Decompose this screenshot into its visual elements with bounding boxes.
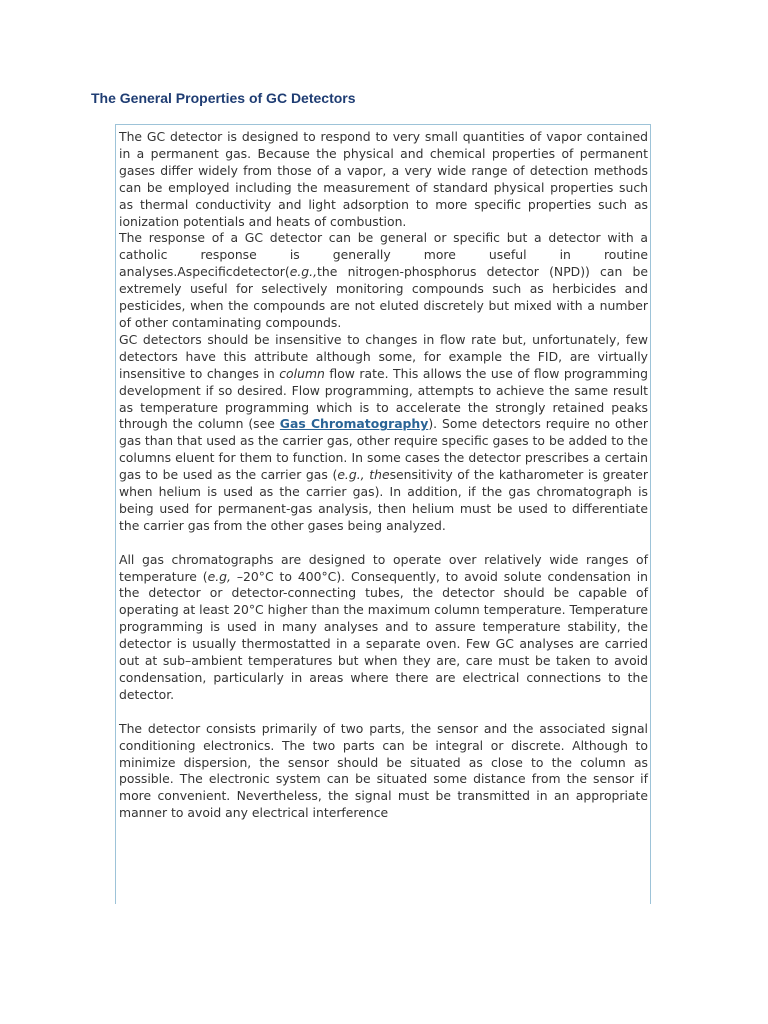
paragraph-text: The response of a GC detector can be general or specific but a detector with a catholic response is generally more useful in routine analyses.Aspecificdetector( bbox=[119, 230, 648, 280]
paragraph-text: sensitivity of the katharometer is greater when helium is used as the carrier gas). In addition, if the gas chromatograph is being used for permanent-gas analysis, then helium must be used to differentiate the carrier gas from the other gases being analyzed. bbox=[119, 467, 648, 533]
paragraph-text: flow rate. This allows the use of flow programming development if so desired. Flow programming, attempts to achieve the same result as temperature programming which is to accelerate the strongly retained peaks through the column (see bbox=[119, 365, 648, 432]
paragraph-temperature bbox=[119, 552, 648, 704]
italic-text: e.g., the bbox=[337, 467, 390, 483]
paragraph-response-intro bbox=[119, 129, 648, 230]
italic-text: column bbox=[279, 365, 325, 381]
paragraph-flow-rate bbox=[119, 332, 648, 535]
page-title: The General Properties of GC Detectors bbox=[91, 90, 356, 106]
italic-text: e.g., bbox=[289, 264, 318, 280]
paragraph-detector-response bbox=[119, 230, 648, 331]
paragraph-text: All gas chromatographs are designed to operate over relatively wide ranges of temperature ( bbox=[119, 551, 648, 584]
paragraph-text: ). Some detectors require no other gas than that used as the carrier gas, other require specific gases to be added to the columns eluent for them to function. In some cases the detector prescribes a certain gas to be used as the carrier gas ( bbox=[119, 416, 649, 483]
paragraph-detector-parts bbox=[119, 721, 648, 822]
paragraph-text: the nitrogen-phosphorus detector (NPD)) can be extremely useful for selectively monitoring compounds such as herbicides and pesticides, when the compounds are not eluted discretely but mixed with a number of other contaminating compounds. bbox=[119, 264, 648, 330]
paragraph-text: –20°C to 400°C). Consequently, to avoid solute condensation in the detector or detector-connecting tubes, the detector should be capable of operating at least 20°C higher than the maximum column temperature. Temperature programming is used in many analyses and to assure temperature stability, the detector is usually thermostatted in a separate oven. Few GC analyses are carried out at sub–ambient temperatures but when they are, care must be taken to avoid condensation, particularly in areas where there are electrical connections to the detector. bbox=[119, 568, 648, 702]
italic-text: e.g, bbox=[207, 568, 231, 584]
paragraph-text: GC detectors should be insensitive to changes in flow rate but, unfortunately, few detectors have this attribute although some, for example the FID, are virtually insensitive to changes in bbox=[119, 331, 648, 381]
paragraph-text: The GC detector is designed to respond to very small quantities of vapor contained in a permanent gas. Because the physical and chemical properties of permanent gases differ widely from those of a vapor, a very wide range of detection methods can be employed including the measurement of standard physical properties such as thermal conductivity and light adsorption to more specific properties such as ionization potentials and heats of combustion. bbox=[119, 129, 648, 229]
article-body bbox=[115, 124, 651, 904]
gas-chromatography-link[interactable]: Gas Chromatography bbox=[279, 416, 429, 432]
paragraph-text: The detector consists primarily of two parts, the sensor and the associated signal conditioning electronics. The two parts can be integral or discrete. Although to minimize dispersion, the sensor should be situated as close to the column as possible. The electronic system can be situated some distance from the sensor if more convenient. Nevertheless, the signal must be transmitted in an appropriate manner to avoid any electrical interference bbox=[119, 720, 648, 821]
